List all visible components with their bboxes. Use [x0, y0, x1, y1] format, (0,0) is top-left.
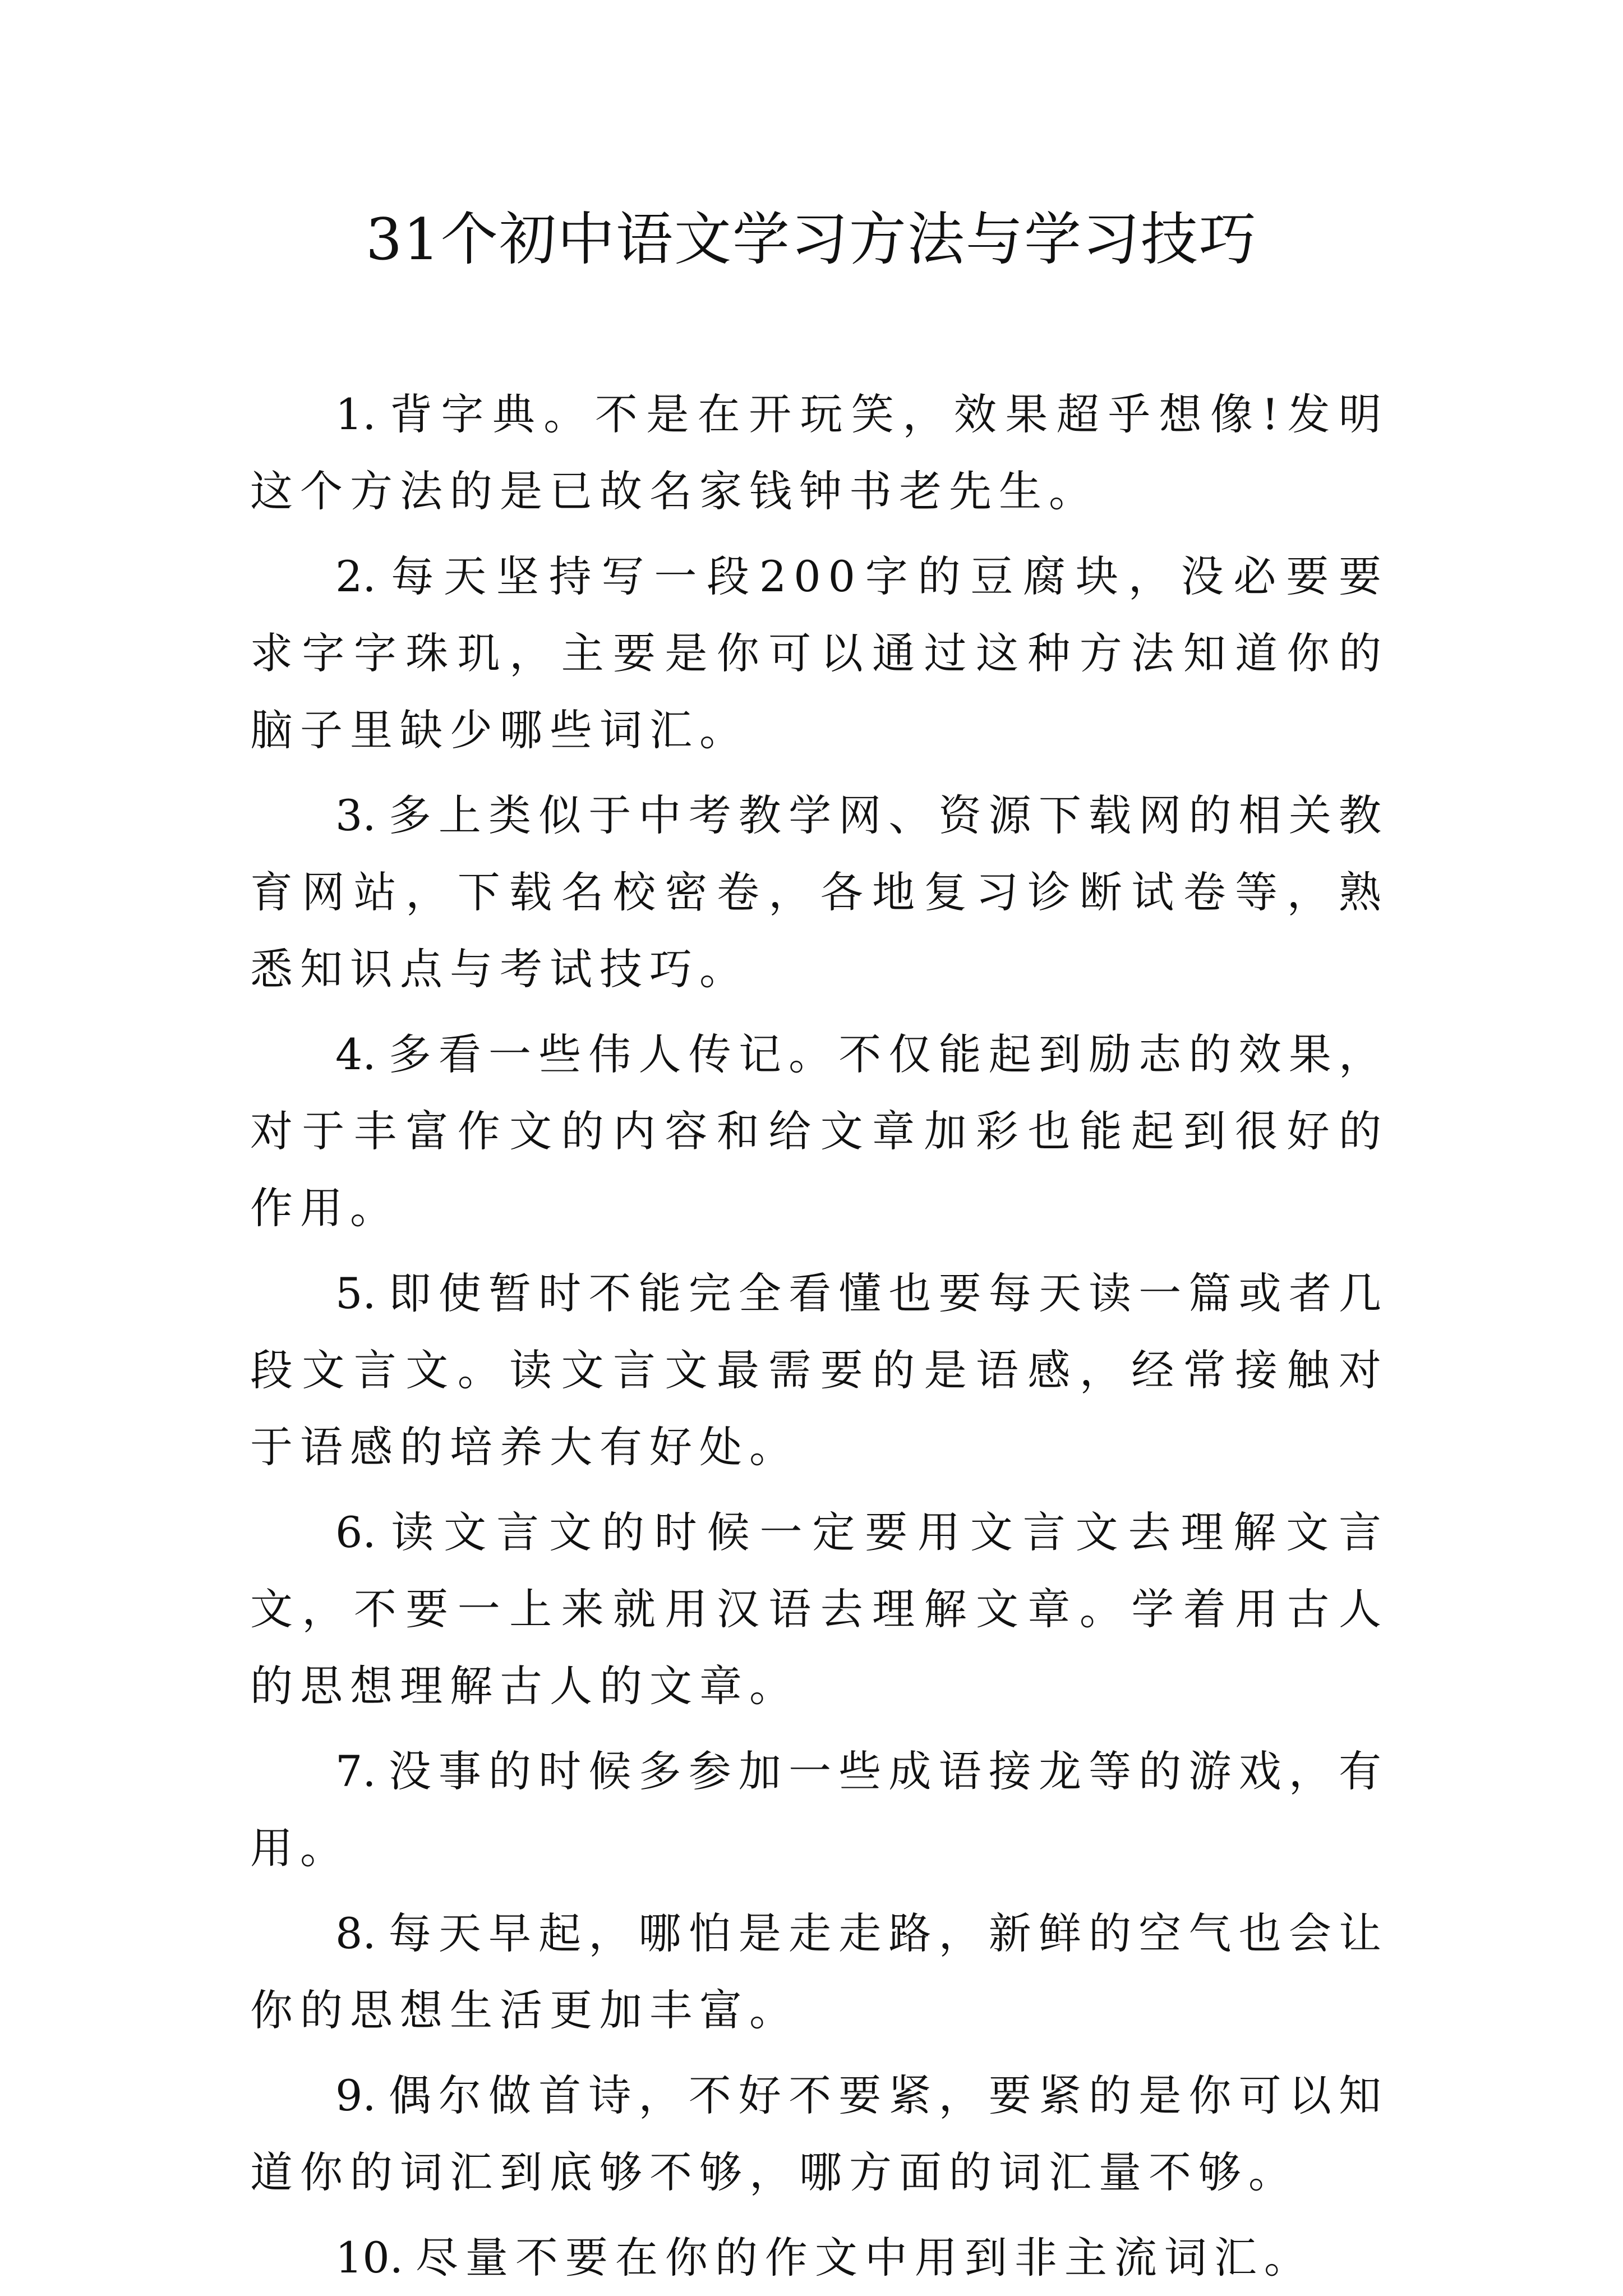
item-number: 3.: [335, 790, 376, 840]
item-text: 每天早起，哪怕是走走路，新鲜的空气也会让你的思想生活更加丰富。: [250, 1908, 1389, 2035]
list-item: [250, 1494, 1389, 1724]
list-item: [250, 1895, 1389, 2049]
item-number: 10.: [335, 2233, 403, 2283]
item-number: 8.: [335, 1908, 376, 1958]
item-number: 4.: [335, 1029, 376, 1079]
list-item: [250, 2219, 1389, 2296]
item-number: 2.: [335, 551, 376, 601]
item-text: 背字典。不是在开玩笑，效果超乎想像!发明这个方法的是已故名家钱钟书老先生。: [250, 389, 1389, 516]
item-number: 9.: [335, 2070, 376, 2120]
item-text: 即使暂时不能完全看懂也要每天读一篇或者几段文言文。读文言文最需要的是语感，经常接触对于语感的培养大有好处。: [250, 1268, 1389, 1472]
document-body: [250, 376, 1389, 2296]
item-text: 多看一些伟人传记。不仅能起到励志的效果，对于丰富作文的内容和给文章加彩也能起到很好的作用。: [250, 1029, 1389, 1233]
item-number: 1.: [335, 389, 376, 439]
item-text: 没事的时候多参加一些成语接龙等的游戏，有用。: [250, 1746, 1389, 1873]
item-number: 6.: [335, 1507, 376, 1557]
item-text: 尽量不要在你的作文中用到非主流词汇。: [415, 2233, 1314, 2283]
list-item: [250, 777, 1389, 1007]
document-title: 31个初中语文学习方法与学习技巧: [366, 206, 1257, 273]
list-item: [250, 1016, 1389, 1246]
list-item: [250, 1733, 1389, 1887]
item-number: 5.: [335, 1268, 376, 1318]
list-item: [250, 2057, 1389, 2211]
item-text: 偶尔做首诗，不好不要紧，要紧的是你可以知道你的词汇到底够不够，哪方面的词汇量不够。: [250, 2070, 1389, 2197]
list-item: [250, 1255, 1389, 1485]
item-text: 每天坚持写一段200字的豆腐块，没必要要求字字珠玑，主要是你可以通过这种方法知道你的脑子里缺少哪些词汇。: [250, 551, 1389, 755]
item-text: 读文言文的时候一定要用文言文去理解文言文，不要一上来就用汉语去理解文章。学着用古人的思想理解古人的文章。: [250, 1507, 1389, 1711]
list-item: [250, 538, 1389, 769]
item-text: 多上类似于中考教学网、资源下载网的相关教育网站，下载名校密卷，各地复习诊断试卷等，熟悉知识点与考试技巧。: [250, 790, 1389, 994]
item-number: 7.: [335, 1746, 376, 1796]
list-item: [250, 376, 1389, 530]
